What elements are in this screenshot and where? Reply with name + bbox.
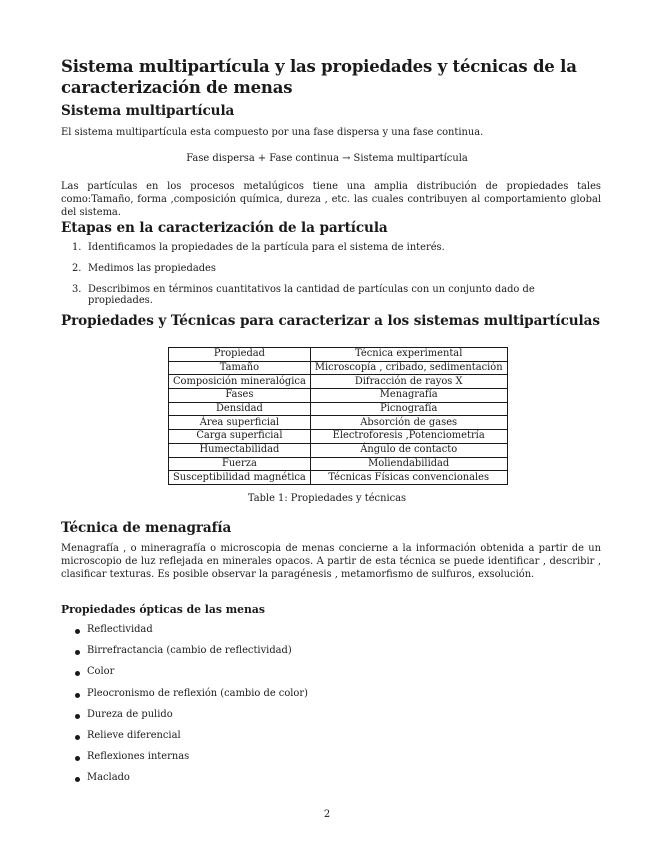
list-item [61,666,308,687]
bullet-icon [75,714,80,719]
list-item-text: Reflectividad [87,624,153,635]
table-cell: Fases [169,389,311,403]
table-header-row [169,348,508,362]
section-heading-menagraphy: Técnica de menagrafía [61,520,232,536]
menagraphy-paragraph: Menagrafía , o mineragrafía o microscopia de menas concierne a la información obtenida a partir de un microscopio de luz reflejada en minerales opacos. A partir de esta técnica se puede identificar , describir , clasificar texturas. Es posible observar la paragénesis , metamorfismo de sulfuros, exsolución. [61,543,601,580]
table-caption: Table 1: Propiedades y técnicas [247,493,407,504]
bullet-icon [75,756,80,761]
list-item [61,284,601,305]
table-row [169,416,508,430]
section-heading-properties: Propiedades y Técnicas para caracterizar a los sistemas multipartículas [61,313,600,329]
list-item-text: Medimos las propiedades [88,263,216,274]
bullet-icon [75,735,80,740]
table-cell: Microscopía , cribado, sedimentación [310,361,507,375]
list-item-text: Color [87,666,115,678]
table-cell: Electroforesis ,Potenciometría [310,430,507,444]
list-item [61,772,308,793]
table-cell: Humectabilidad [169,443,311,457]
table-cell: Ángulo de contacto [310,443,507,457]
list-item [61,242,601,263]
table-header-cell: Técnica experimental [310,348,507,362]
section-heading-multiparticle: Sistema multipartícula [61,103,235,119]
table-cell: Picnografía [310,402,507,416]
list-item-number: 1. [72,242,82,253]
bullet-icon [75,629,80,634]
section-heading-stages: Etapas en la caracterización de la partícula [61,220,388,236]
list-item-text: Reflexiones internas [87,751,190,763]
table-cell: Moliendabilidad [310,457,507,471]
section-intro-text: El sistema multipartícula esta compuesto por una fase dispersa y una fase continua. [61,127,484,138]
particles-paragraph: Las partículas en los procesos metalúgicos tiene una amplia distribución de propiedades tales como:Tamaño, forma ,composición química, dureza , etc. las cuales contribuyen al comportamiento global del sistema. [61,181,601,218]
table-cell: Tamaño [169,361,311,375]
table-cell: Fuerza [169,457,311,471]
subsection-heading-optical: Propiedades ópticas de las menas [61,603,265,616]
table-cell: Difracción de rayos X [310,375,507,389]
page-number: 2 [323,809,331,820]
table-row [169,443,508,457]
list-item [61,645,308,666]
list-item-text: Pleocronismo de reflexión (cambio de color) [87,687,308,699]
list-item-text: Identificamos la propiedades de la partícula para el sistema de interés. [88,242,445,253]
table-row [169,457,508,471]
table-cell: Absorción de gases [310,416,507,430]
page-title: Sistema multipartícula y las propiedades y técnicas de la caracterización de menas [61,57,577,97]
bullet-icon [75,671,80,676]
bullet-icon [75,777,80,782]
list-item-text: Describimos en términos cuantitativos la cantidad de partículas con un conjunto dado de propiedades. [88,284,535,306]
table-row [169,430,508,444]
list-item [61,263,601,284]
list-item [61,751,308,772]
list-item-text: Birrefractancia (cambio de reflectividad) [87,645,292,657]
table-cell: Composición mineralógica [169,375,311,389]
table-row [169,361,508,375]
table-cell: Susceptibilidad magnética [169,471,311,485]
list-item [61,709,308,730]
table-row [169,471,508,485]
table-row [169,389,508,403]
stages-list [61,242,601,305]
list-item-number: 3. [72,284,82,295]
table-cell: Menagrafía [310,389,507,403]
list-item-text: Relieve diferencial [87,729,181,741]
bullet-icon [75,693,80,698]
table-row [169,375,508,389]
bullet-icon [75,650,80,655]
list-item-text: Dureza de pulido [87,708,173,720]
properties-table [168,347,508,485]
table-header-cell: Propiedad [169,348,311,362]
list-item-text: Maclado [87,772,130,784]
list-item-number: 2. [72,263,82,274]
list-item [61,730,308,751]
table-row [169,402,508,416]
table-cell: Carga superficial [169,430,311,444]
table-cell: Área superficial [169,416,311,430]
table-cell: Densidad [169,402,311,416]
table-cell: Técnicas Físicas convencionales [310,471,507,485]
list-item [61,688,308,709]
list-item [61,624,308,645]
optical-properties-list [61,624,308,794]
equation: Fase dispersa + Fase continua → Sistema multipartícula [186,153,468,164]
